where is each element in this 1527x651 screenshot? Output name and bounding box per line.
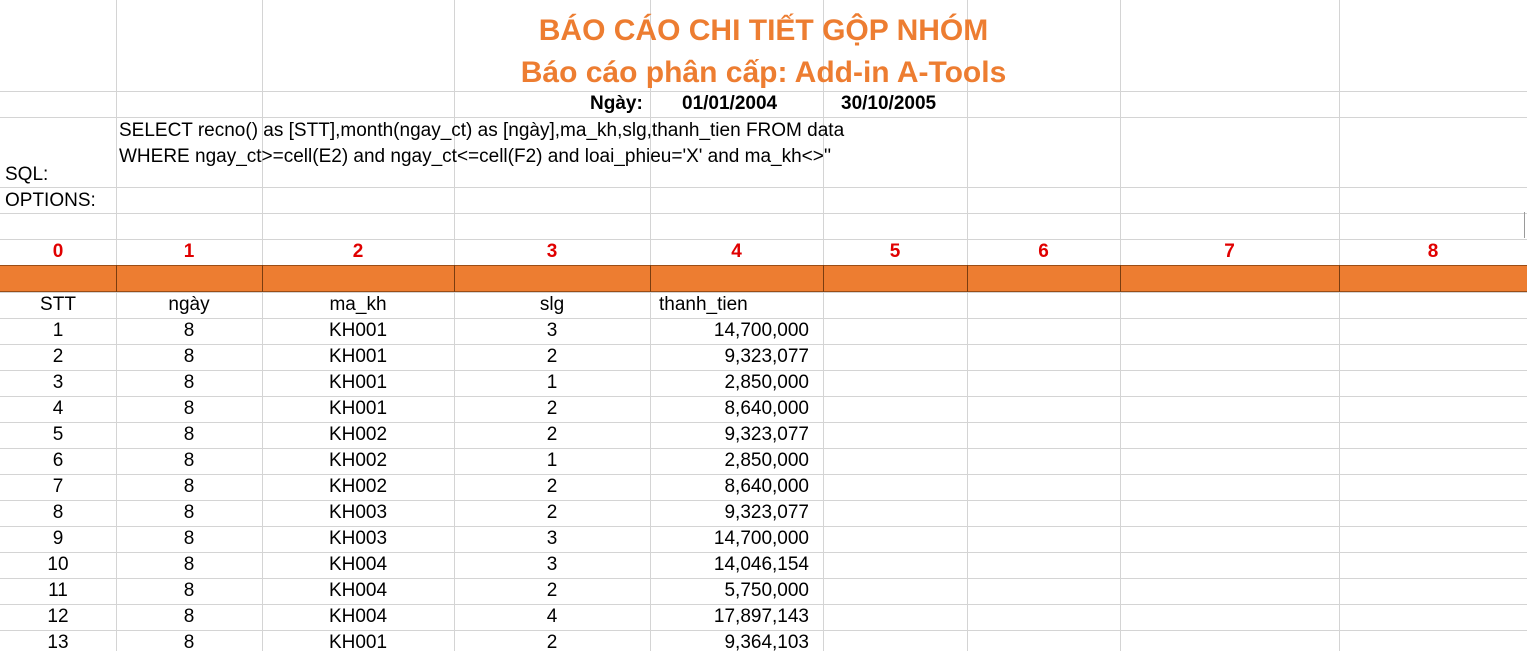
cell-slg[interactable]: 2 bbox=[546, 580, 558, 601]
column-number-2[interactable]: 2 bbox=[352, 241, 364, 262]
date-to-cell[interactable]: 30/10/2005 bbox=[841, 93, 937, 114]
cell-ma-kh[interactable]: KH002 bbox=[328, 476, 388, 497]
cell-ngay[interactable]: 8 bbox=[183, 632, 195, 651]
cell-stt[interactable]: 13 bbox=[47, 632, 69, 651]
grid-vertical-line bbox=[1339, 0, 1340, 651]
band-separator bbox=[1339, 265, 1340, 292]
cell-stt[interactable]: 10 bbox=[47, 554, 69, 575]
cell-ma-kh[interactable]: KH004 bbox=[328, 606, 388, 627]
cell-ma-kh[interactable]: KH001 bbox=[328, 398, 388, 419]
date-label[interactable]: Ngày: bbox=[590, 93, 643, 114]
column-number-1[interactable]: 1 bbox=[183, 241, 195, 262]
column-number-0[interactable]: 0 bbox=[52, 241, 64, 262]
column-number-4[interactable]: 4 bbox=[731, 241, 742, 262]
cell-slg[interactable]: 3 bbox=[546, 528, 558, 549]
grid-vertical-line bbox=[1120, 0, 1121, 651]
cell-stt[interactable]: 9 bbox=[52, 528, 64, 549]
cell-ngay[interactable]: 8 bbox=[183, 450, 195, 471]
cell-ma-kh[interactable]: KH003 bbox=[328, 528, 388, 549]
cell-slg[interactable]: 1 bbox=[546, 450, 558, 471]
cell-ngay[interactable]: 8 bbox=[183, 476, 195, 497]
cell-stt[interactable]: 4 bbox=[52, 398, 64, 419]
cell-thanh-tien[interactable]: 14,046,154 bbox=[713, 554, 809, 575]
cell-slg[interactable]: 2 bbox=[546, 632, 558, 651]
cell-stt[interactable]: 5 bbox=[52, 424, 64, 445]
band-separator bbox=[454, 265, 455, 292]
cell-thanh-tien[interactable]: 2,850,000 bbox=[724, 450, 809, 471]
date-from-cell[interactable]: 01/01/2004 bbox=[682, 93, 778, 114]
cell-stt[interactable]: 3 bbox=[52, 372, 64, 393]
sql-line-1[interactable]: SELECT recno() as [STT],month(ngay_ct) as [ngày],ma_kh,slg,thanh_tien FROM data bbox=[119, 120, 845, 141]
cursor-mark bbox=[1524, 212, 1525, 238]
header-ngay[interactable]: ngày bbox=[168, 294, 210, 315]
cell-thanh-tien[interactable]: 9,323,077 bbox=[724, 346, 809, 367]
column-number-7[interactable]: 7 bbox=[1224, 241, 1235, 262]
cell-slg[interactable]: 4 bbox=[546, 606, 558, 627]
cell-ngay[interactable]: 8 bbox=[183, 372, 195, 393]
cell-stt[interactable]: 2 bbox=[52, 346, 64, 367]
cell-stt[interactable]: 11 bbox=[48, 580, 68, 601]
grid-horizontal-line bbox=[0, 213, 1527, 214]
column-number-3[interactable]: 3 bbox=[546, 241, 558, 262]
band-separator bbox=[262, 265, 263, 292]
cell-ma-kh[interactable]: KH001 bbox=[328, 372, 388, 393]
cell-slg[interactable]: 2 bbox=[546, 502, 558, 523]
cell-stt[interactable]: 7 bbox=[52, 476, 64, 497]
sql-line-2[interactable]: WHERE ngay_ct>=cell(E2) and ngay_ct<=cell(F2) and loai_phieu='X' and ma_kh<>'' bbox=[119, 146, 832, 167]
grid-vertical-line bbox=[967, 0, 968, 651]
cell-slg[interactable]: 1 bbox=[546, 372, 558, 393]
cell-slg[interactable]: 2 bbox=[546, 346, 558, 367]
cell-ma-kh[interactable]: KH002 bbox=[328, 450, 388, 471]
cell-ma-kh[interactable]: KH002 bbox=[328, 424, 388, 445]
cell-thanh-tien[interactable]: 8,640,000 bbox=[724, 398, 809, 419]
cell-thanh-tien[interactable]: 9,364,103 bbox=[724, 632, 809, 651]
cell-ma-kh[interactable]: KH001 bbox=[328, 632, 388, 651]
cell-slg[interactable]: 2 bbox=[546, 398, 558, 419]
header-ma-kh[interactable]: ma_kh bbox=[329, 294, 387, 315]
cell-ngay[interactable]: 8 bbox=[183, 320, 195, 341]
grid-vertical-line bbox=[823, 0, 824, 651]
band-separator bbox=[650, 265, 651, 292]
band-separator bbox=[116, 265, 117, 292]
cell-stt[interactable]: 8 bbox=[52, 502, 64, 523]
cell-stt[interactable]: 6 bbox=[52, 450, 64, 471]
report-title[interactable]: BÁO CÁO CHI TIẾT GỘP NHÓM bbox=[538, 14, 989, 47]
cell-ma-kh[interactable]: KH001 bbox=[328, 320, 388, 341]
cell-ngay[interactable]: 8 bbox=[183, 528, 195, 549]
cell-thanh-tien[interactable]: 9,323,077 bbox=[724, 502, 809, 523]
column-number-5[interactable]: 5 bbox=[889, 241, 901, 262]
cell-thanh-tien[interactable]: 14,700,000 bbox=[713, 528, 809, 549]
cell-stt[interactable]: 1 bbox=[52, 320, 64, 341]
cell-stt[interactable]: 12 bbox=[47, 606, 69, 627]
options-label[interactable]: OPTIONS: bbox=[5, 190, 96, 211]
column-number-6[interactable]: 6 bbox=[1038, 241, 1049, 262]
orange-header-band bbox=[0, 265, 1527, 292]
cell-thanh-tien[interactable]: 5,750,000 bbox=[724, 580, 809, 601]
report-subtitle[interactable]: Báo cáo phân cấp: Add-in A-Tools bbox=[520, 56, 1007, 89]
cell-ngay[interactable]: 8 bbox=[183, 398, 195, 419]
cell-ngay[interactable]: 8 bbox=[183, 424, 195, 445]
cell-slg[interactable]: 3 bbox=[546, 554, 558, 575]
cell-thanh-tien[interactable]: 14,700,000 bbox=[713, 320, 809, 341]
header-slg[interactable]: slg bbox=[539, 294, 565, 315]
cell-ngay[interactable]: 8 bbox=[183, 554, 195, 575]
cell-slg[interactable]: 2 bbox=[546, 476, 558, 497]
header-thanh-tien[interactable]: thanh_tien bbox=[659, 294, 748, 315]
cell-thanh-tien[interactable]: 8,640,000 bbox=[724, 476, 809, 497]
band-separator bbox=[967, 265, 968, 292]
band-separator bbox=[1120, 265, 1121, 292]
cell-slg[interactable]: 3 bbox=[546, 320, 558, 341]
grid-horizontal-line bbox=[0, 187, 1527, 188]
cell-ma-kh[interactable]: KH003 bbox=[328, 502, 388, 523]
cell-ngay[interactable]: 8 bbox=[183, 606, 195, 627]
cell-ngay[interactable]: 8 bbox=[183, 502, 195, 523]
cell-ma-kh[interactable]: KH001 bbox=[328, 346, 388, 367]
cell-slg[interactable]: 2 bbox=[546, 424, 558, 445]
column-number-8[interactable]: 8 bbox=[1427, 241, 1439, 262]
cell-thanh-tien[interactable]: 2,850,000 bbox=[724, 372, 809, 393]
cell-ma-kh[interactable]: KH004 bbox=[328, 580, 388, 601]
cell-ngay[interactable]: 8 bbox=[183, 580, 195, 601]
header-stt[interactable]: STT bbox=[40, 294, 76, 315]
cell-ngay[interactable]: 8 bbox=[183, 346, 195, 367]
cell-thanh-tien[interactable]: 9,323,077 bbox=[724, 424, 809, 445]
band-separator bbox=[823, 265, 824, 292]
cell-ma-kh[interactable]: KH004 bbox=[328, 554, 388, 575]
sql-label[interactable]: SQL: bbox=[5, 164, 49, 185]
cell-thanh-tien[interactable]: 17,897,143 bbox=[713, 606, 809, 627]
